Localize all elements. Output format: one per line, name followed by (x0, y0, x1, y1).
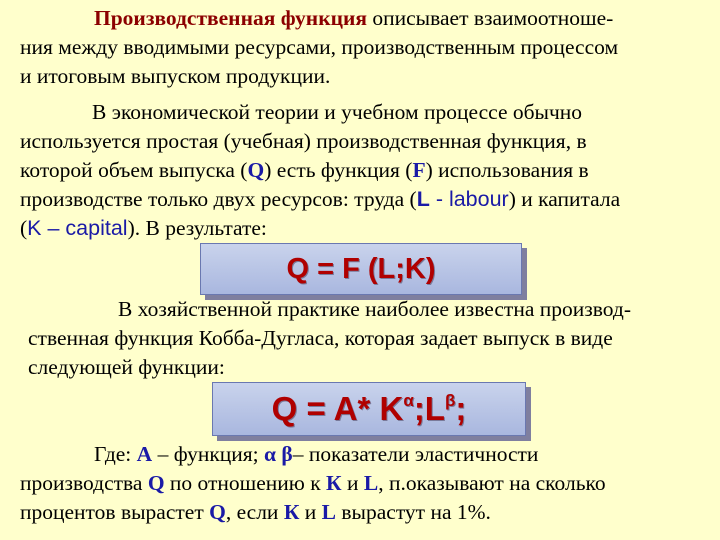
text: В хозяйственной практике наиболее известна производ- (118, 297, 631, 321)
text: , если (225, 500, 284, 524)
formula-main: Q = A* K (271, 390, 404, 427)
text: и (299, 500, 322, 524)
text: производства (20, 471, 148, 495)
text: по отношению к (164, 471, 327, 495)
text: которой объем выпуска ( (20, 158, 248, 182)
paragraph-simple-function (20, 98, 710, 243)
symbol-a: А (136, 442, 153, 466)
text: и (341, 471, 364, 495)
formula-general: Q = F (L;K) (286, 252, 436, 285)
text: используется простая (учебная) производственная функция, в (20, 129, 587, 153)
text: ). В результате: (127, 216, 267, 240)
text: производстве только двух ресурсов: труда ( (20, 187, 417, 211)
text-capital: – capital (41, 216, 128, 240)
exponent-alpha: α (403, 391, 414, 410)
symbol-alpha-beta: α β (264, 442, 293, 466)
text: процентов вырастет (20, 500, 210, 524)
text: ) есть функция ( (264, 158, 413, 182)
text: В экономической теории и учебном процессе обычно (92, 100, 583, 124)
term-production-function: Производственная функция (94, 6, 367, 30)
text: ) использования в (425, 158, 589, 182)
text-labour: - labour (429, 187, 509, 211)
text: следующей функции: (28, 355, 225, 379)
text: вырастут на 1%. (336, 500, 491, 524)
symbol-f: F (412, 158, 426, 182)
paragraph-definition (20, 4, 710, 91)
paragraph-cobb-douglas (28, 295, 708, 382)
text: – функция; (152, 442, 265, 466)
symbol-l: L (416, 187, 430, 211)
symbol-q: Q (147, 471, 165, 495)
text: описывает взаимоотноше- (367, 6, 614, 30)
text: – показатели эластичности (292, 442, 539, 466)
symbol-k: К (283, 500, 300, 524)
symbol-q: Q (247, 158, 265, 182)
paragraph-explanation (20, 440, 710, 527)
text: и итоговым выпуском продукции. (20, 64, 331, 88)
formula-cobb-douglas (272, 390, 467, 428)
symbol-q: Q (209, 500, 226, 524)
text: ния между вводимыми ресурсами, производственным процессом (20, 35, 619, 59)
text: , п.оказывают на сколько (378, 471, 606, 495)
symbol-k: К (326, 471, 342, 495)
text: Где: (94, 442, 137, 466)
formula-mid: ;L (413, 390, 445, 427)
symbol-k: K (27, 216, 42, 240)
text: ственная функция Кобба-Дугласа, которая задает выпуск в виде (28, 326, 613, 350)
text: ( (20, 216, 28, 240)
formula-box-cobb-douglas (212, 382, 526, 436)
symbol-l: L (321, 500, 337, 524)
exponent-beta: β (444, 391, 456, 410)
formula-end: ; (455, 390, 467, 427)
formula-box-general (200, 243, 522, 295)
symbol-l: L (363, 471, 379, 495)
text: ) и капитала (508, 187, 621, 211)
